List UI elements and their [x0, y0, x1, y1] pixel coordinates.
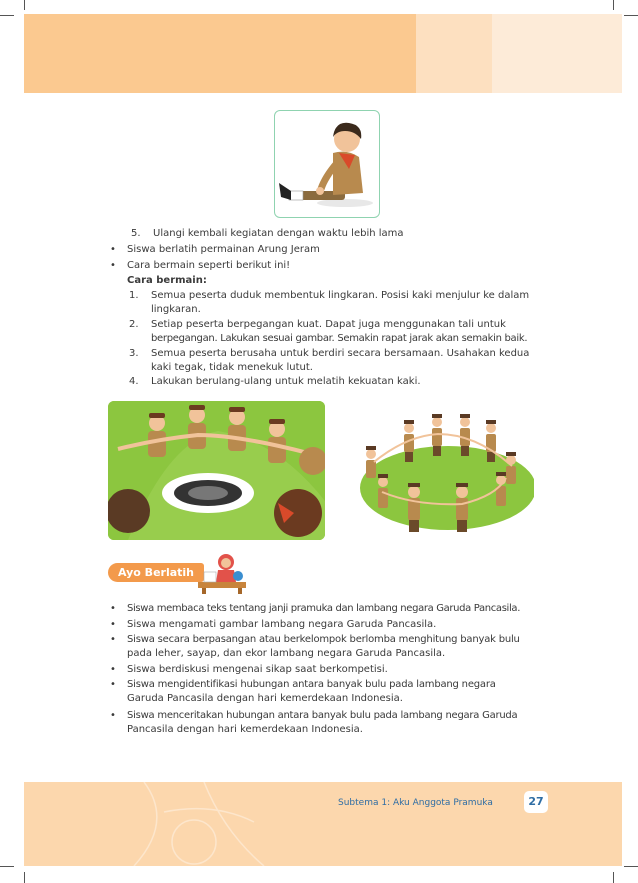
bullet-dot: •: [110, 710, 116, 721]
seated-child-figure: [275, 111, 379, 217]
crop-mark: [0, 15, 14, 16]
bullet-dot: •: [110, 244, 116, 255]
step-number: 2.: [129, 319, 139, 330]
illustration-circle-standing: [356, 406, 534, 544]
header-tint: [416, 14, 492, 93]
crop-mark: [24, 872, 25, 883]
section-title-ayo-berlatih: Ayo Berlatih: [108, 563, 204, 582]
scouts-standing-figure: [356, 406, 534, 544]
bullet-dot: •: [110, 679, 116, 690]
bullet-dot: •: [110, 603, 116, 614]
step-line: Setiap peserta berpegangan kuat. Dapat juga menggunakan tali untuk: [151, 319, 506, 330]
scouts-sitting-figure: [108, 401, 325, 540]
bullet-text: Siswa mengamati gambar lambang negara Garuda Pancasila.: [127, 619, 437, 630]
bullet-text: Cara bermain seperti berikut ini!: [127, 260, 291, 271]
illustration-seated-stretch: [274, 110, 380, 218]
bullet-text: Garuda Pancasila dengan hari kemerdekaan Indonesia.: [127, 693, 403, 704]
page-number: 27: [524, 791, 548, 813]
crop-mark: [24, 0, 25, 10]
bullet-text: Siswa menceritakan hubungan antara banyak bulu pada lambang negara Garuda: [127, 710, 518, 721]
crop-mark: [0, 866, 14, 867]
bullet-text: Siswa mengidentifikasi hubungan antara banyak bulu pada lambang negara: [127, 679, 496, 690]
header-band: [24, 14, 622, 93]
step-line: Semua peserta berusaha untuk berdiri secara bersamaan. Usahakan kedua: [151, 348, 530, 359]
illustration-reading-girl: [196, 550, 248, 594]
bullet-dot: •: [110, 260, 116, 271]
step-line: lingkaran.: [151, 304, 201, 315]
bullet-dot: •: [110, 664, 116, 675]
step-number: 3.: [129, 348, 139, 359]
bullet-text: pada leher, sayap, dan ekor lambang negara Garuda Pancasila.: [127, 648, 446, 659]
crop-mark: [613, 872, 614, 883]
bullet-text: Siswa berdiskusi mengenai sikap saat berkompetisi.: [127, 664, 388, 675]
step-line: Lakukan berulang-ulang untuk melatih kekuatan kaki.: [151, 376, 421, 387]
reading-girl-icon: [196, 550, 248, 594]
step-number: 4.: [129, 376, 139, 387]
bullet-text: Pancasila dengan hari kemerdekaan Indonesia.: [127, 724, 363, 735]
bullet-dot: •: [110, 619, 116, 630]
bullet-text: Siswa berlatih permainan Arung Jeram: [127, 244, 320, 255]
bullet-text: Siswa membaca teks tentang janji pramuka dan lambang negara Garuda Pancasila.: [127, 603, 521, 614]
bullet-text: Siswa secara berpasangan atau berkelompok berlomba menghitung banyak bulu: [127, 634, 520, 645]
crop-mark: [624, 15, 638, 16]
step-line: Semua peserta duduk membentuk lingkaran. Posisi kaki menjulur ke dalam: [151, 290, 530, 301]
crop-mark: [624, 866, 638, 867]
footer-subtema: Subtema 1: Aku Anggota Pramuka: [338, 798, 493, 808]
crop-mark: [613, 0, 614, 10]
cara-bermain-label: Cara bermain:: [127, 275, 207, 286]
step-number: 1.: [129, 290, 139, 301]
step-text: Ulangi kembali kegiatan dengan waktu lebih lama: [153, 228, 404, 239]
step-number: 5.: [131, 228, 141, 239]
header-tint: [492, 14, 622, 93]
bullet-dot: •: [110, 634, 116, 645]
step-line: kaki tegak, tidak menekuk lutut.: [151, 362, 313, 373]
illustration-circle-sitting: [108, 401, 325, 540]
step-line: berpegangan. Lakukan sesuai gambar. Semakin rapat jarak akan semakin baik.: [151, 333, 528, 344]
